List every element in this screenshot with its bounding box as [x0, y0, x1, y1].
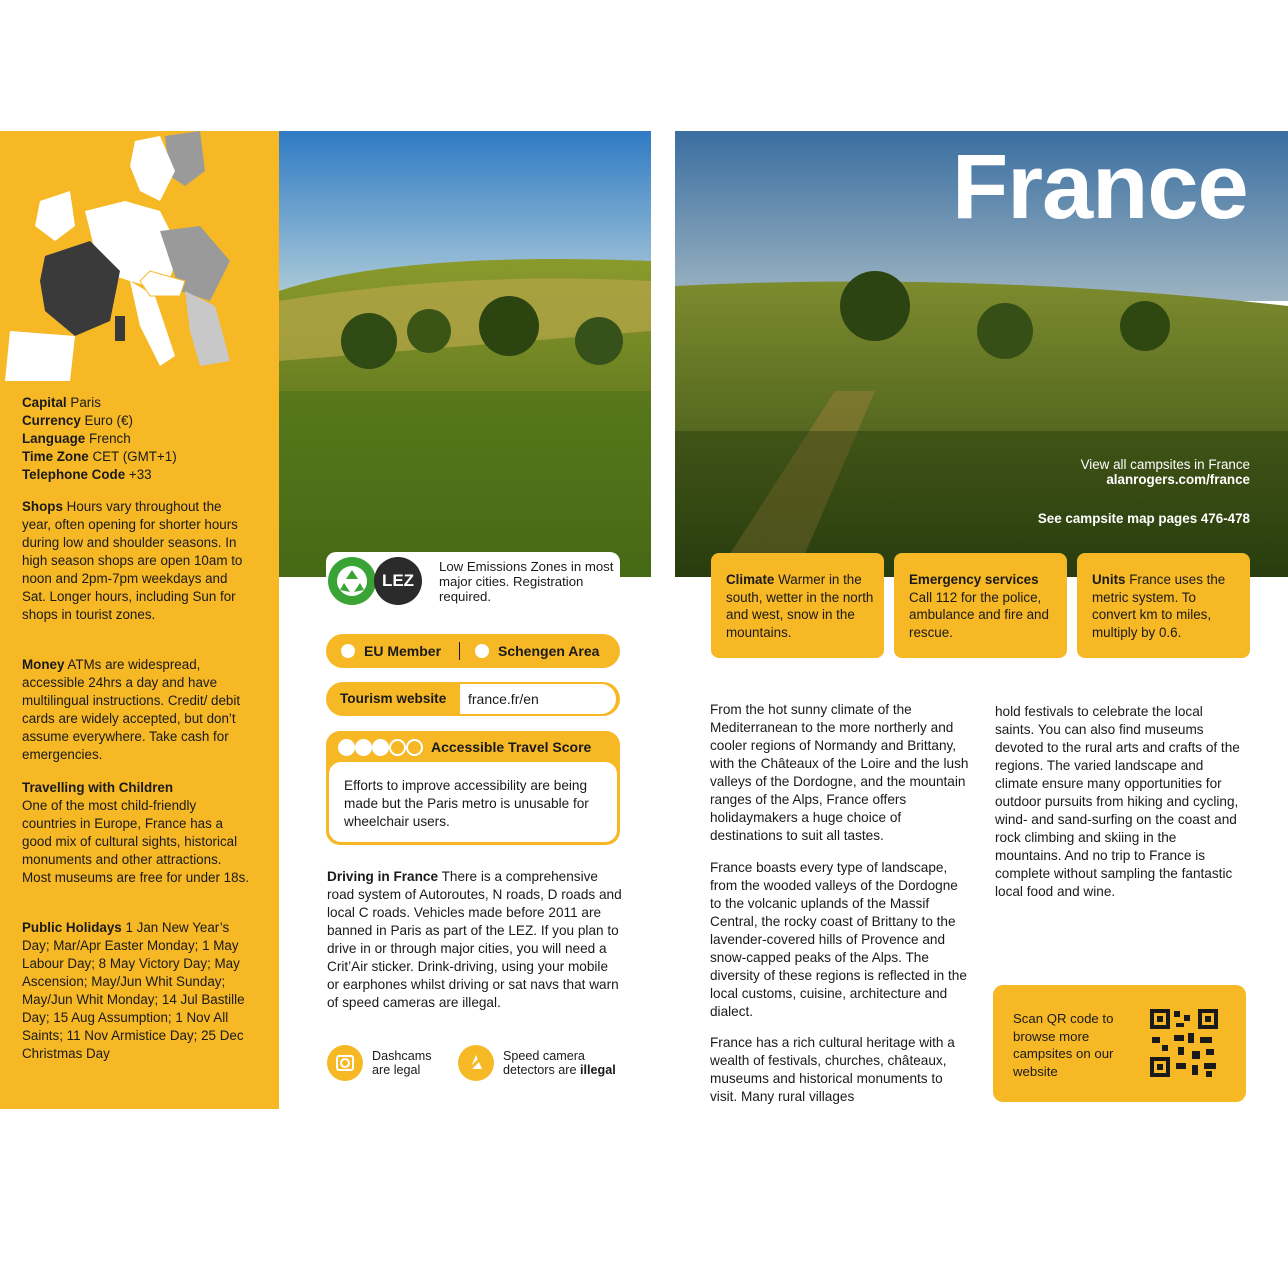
lez-text: Low Emissions Zones in most major cities. Registration required. [439, 559, 614, 604]
eu-member-radio [341, 644, 355, 658]
driving-section: Driving in France There is a comprehensive road system of Autoroutes, N roads, D roads and local C roads. Vehicles made before 2011 are banned in Paris as part of the LEZ. If you plan to drive in or through major cities, you will need a Crit’Air sticker. Drink-driving, using your mobile or earphones whilst driving or sat navs that warn of speed cameras are illegal. [327, 869, 622, 1010]
shops-section: Shops Hours vary throughout the year, often opening for shorter hours during low and shoulder seasons. In high season shops are open 10am to noon and 2pm-7pm weekdays and Sat. Longer hours, including Sun for shops in tourist zones. [22, 499, 243, 622]
schengen-radio [475, 644, 489, 658]
intro-paragraph: From the hot sunny climate of the Mediterranean to the more northerly and cooler regions of Normandy and Brittany, with the Châteaux of the Loire and the lush valleys of the Dordogne, and the mountain ranges of the Alps, France offers holidaymakers a huge choice of destinations to suit all tastes. [710, 702, 969, 843]
campsites-caption-line: View all campsites in France [1080, 457, 1250, 472]
accessibility-score-box [326, 731, 620, 845]
speed-camera-icon [458, 1045, 494, 1081]
schengen-label: Schengen Area [498, 643, 600, 659]
qr-code-panel[interactable] [993, 985, 1246, 1102]
fact-currency: Currency Euro (€) [22, 413, 133, 428]
fact-time-zone: Time Zone CET (GMT+1) [22, 449, 177, 464]
climate-box: Climate Warmer in the south, wetter in the north and west, snow in the mountains. [711, 553, 884, 658]
children-section: Travelling with Children One of the most child-friendly countries in Europe, France has a good mix of cultural sights, historical monuments and other attractions. Most museums are free for under 18s. [22, 780, 249, 885]
festivals-paragraph: hold festivals to celebrate the local saints. You can also find museums devoted to the rural arts and crafts of the regions. The varied landscape and climate ensure many opportunities for outdoor pursuits from hiking and cycling, wind- and sand-surfing on the coast and rock climbing and skiing in the mountains. And no trip to France is complete without sampling the fantastic local food and wine. [995, 704, 1240, 899]
emergency-box: Emergency services Call 112 for the police, ambulance and fire and rescue. [894, 553, 1067, 658]
fact-capital: Capital Paris [22, 395, 101, 410]
heritage-paragraph: France has a rich cultural heritage with a wealth of festivals, churches, châteaux, museums and historical monuments to visit. Many rural villages [710, 1035, 955, 1104]
country-title: France [952, 136, 1248, 238]
landscape-paragraph: France boasts every type of landscape, from the wooded valleys of the Dordogne to the volcanic uplands of the Massif Central, the rocky coast of Brittany to the lavender-covered hills of Provence and snow-capped peaks of the Alps. The diversity of these regions is reflected in the local customs, cuisine, architecture and dialect. [710, 860, 967, 1019]
score-dot-filled [338, 739, 355, 756]
speed-camera-note: Speed camera detectors are illegal [503, 1049, 616, 1077]
eu-member-label: EU Member [364, 643, 442, 659]
units-box: Units France uses the metric system. To convert km to miles, multiply by 0.6. [1077, 553, 1250, 658]
divider [459, 642, 460, 660]
fact-language: Language French [22, 431, 131, 446]
lez-panel [326, 552, 620, 610]
recycle-icon [328, 557, 376, 605]
money-section: Money ATMs are widespread, accessible 24hrs a day and have multilingual instructions. Credit/ debit cards are widely accepted, but don’t assume everywhere. Take cash for emergencies. [22, 657, 241, 762]
europe-map [0, 131, 279, 381]
map-pages-note: See campsite map pages 476-478 [1037, 511, 1250, 526]
holidays-section: Public Holidays 1 Jan New Year’s Day; Mar/Apr Easter Monday; 1 May Labour Day; 8 May Victory Day; May Ascension; May/Jun Whit Sunday; May/Jun Whit Monday; 14 Jul Bastille Day; 15 Aug Assumption; 1 Nov All Saints; 11 Nov Armistice Day; 25 Dec Christmas Day [22, 920, 245, 1061]
score-dot-filled [355, 739, 372, 756]
vineyard-photo-left [279, 131, 651, 577]
tourism-website-label: Tourism website [340, 691, 447, 706]
accessibility-description-panel [329, 762, 617, 842]
tourism-website-box [326, 682, 620, 716]
campsites-caption [1081, 457, 1250, 487]
campsites-link[interactable]: alanrogers.com/france [1106, 472, 1250, 487]
key-facts [22, 394, 272, 484]
membership-pill [326, 634, 620, 668]
fact-telephone-code: Telephone Code +33 [22, 467, 152, 482]
tourism-website-field[interactable] [460, 684, 616, 714]
qr-code-icon[interactable] [1148, 1007, 1220, 1079]
lez-badge: LEZ [374, 557, 422, 605]
tourism-website-url[interactable]: france.fr/en [468, 691, 539, 707]
accessibility-text: Efforts to improve accessibility are being made but the Paris metro is unusable for wheelchair users. [344, 778, 589, 829]
dashcam-icon [327, 1045, 363, 1081]
accessibility-heading: Accessible Travel Score [431, 739, 592, 755]
qr-text: Scan QR code to browse more campsites on our website [1013, 1011, 1114, 1079]
score-dot-empty [389, 739, 406, 756]
score-dot-empty [406, 739, 423, 756]
dashcam-note: Dashcams are legal [372, 1049, 432, 1077]
score-dot-filled [372, 739, 389, 756]
